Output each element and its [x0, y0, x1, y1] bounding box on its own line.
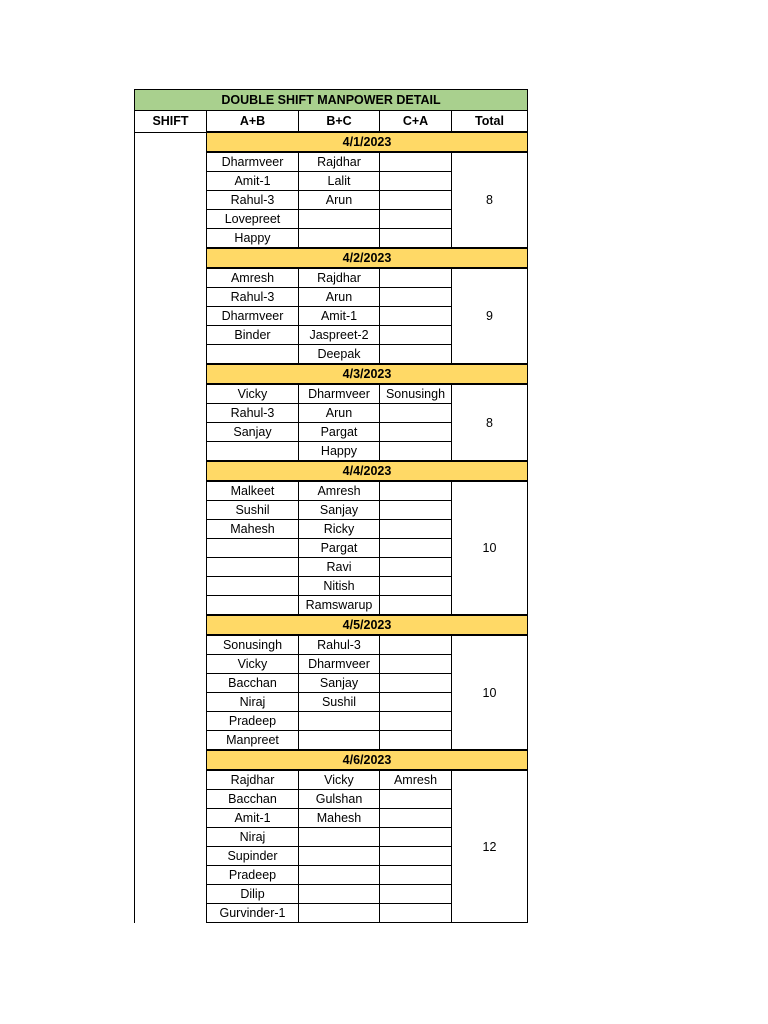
manpower-table	[134, 89, 528, 923]
cell-ca[interactable]	[380, 866, 452, 885]
cell-ca[interactable]	[380, 558, 452, 577]
cell-ab[interactable]: Pradeep	[207, 866, 299, 885]
cell-ca[interactable]	[380, 577, 452, 596]
cell-bc[interactable]: Happy	[299, 442, 380, 462]
cell-ab[interactable]: Niraj	[207, 693, 299, 712]
cell-ca[interactable]	[380, 481, 452, 501]
cell-ab[interactable]: Sonusingh	[207, 635, 299, 655]
cell-ca[interactable]	[380, 172, 452, 191]
cell-bc[interactable]: Vicky	[299, 770, 380, 790]
cell-bc[interactable]: Pargat	[299, 539, 380, 558]
cell-ab[interactable]: Amit-1	[207, 809, 299, 828]
cell-ab[interactable]: Rajdhar	[207, 770, 299, 790]
cell-ca[interactable]	[380, 326, 452, 345]
cell-bc[interactable]: Rahul-3	[299, 635, 380, 655]
cell-ab[interactable]: Rahul-3	[207, 288, 299, 307]
cell-ca[interactable]	[380, 655, 452, 674]
cell-ab[interactable]: Bacchan	[207, 790, 299, 809]
cell-ca[interactable]	[380, 288, 452, 307]
cell-ca[interactable]	[380, 501, 452, 520]
cell-bc[interactable]	[299, 866, 380, 885]
date-header[interactable]: 4/6/2023	[207, 750, 528, 770]
cell-bc[interactable]: Arun	[299, 191, 380, 210]
cell-ca[interactable]	[380, 191, 452, 210]
cell-ab[interactable]: Happy	[207, 229, 299, 249]
cell-ab[interactable]: Sushil	[207, 501, 299, 520]
cell-ab[interactable]: Binder	[207, 326, 299, 345]
cell-ab[interactable]: Dharmveer	[207, 307, 299, 326]
cell-bc[interactable]	[299, 712, 380, 731]
cell-ca[interactable]	[380, 268, 452, 288]
group-total[interactable]: 10	[452, 635, 528, 750]
cell-ab[interactable]: Rahul-3	[207, 191, 299, 210]
cell-bc[interactable]: Mahesh	[299, 809, 380, 828]
date-header[interactable]: 4/5/2023	[207, 615, 528, 635]
cell-bc[interactable]: Dharmveer	[299, 384, 380, 404]
cell-ab[interactable]	[207, 577, 299, 596]
cell-ca[interactable]	[380, 539, 452, 558]
cell-ab[interactable]: Malkeet	[207, 481, 299, 501]
cell-ab[interactable]: Mahesh	[207, 520, 299, 539]
cell-ab[interactable]	[207, 442, 299, 462]
cell-bc[interactable]	[299, 229, 380, 249]
cell-ca[interactable]	[380, 693, 452, 712]
cell-ab[interactable]	[207, 539, 299, 558]
header-bc[interactable]: B+C	[299, 111, 380, 133]
manpower-table-body	[135, 90, 528, 923]
cell-ab[interactable]: Lovepreet	[207, 210, 299, 229]
header-row	[135, 111, 528, 133]
cell-bc[interactable]	[299, 828, 380, 847]
cell-ca[interactable]	[380, 731, 452, 751]
cell-ca[interactable]	[380, 229, 452, 249]
cell-bc[interactable]: Sanjay	[299, 674, 380, 693]
cell-ab[interactable]	[207, 558, 299, 577]
cell-bc[interactable]	[299, 210, 380, 229]
cell-ab[interactable]: Dilip	[207, 885, 299, 904]
cell-ca[interactable]	[380, 809, 452, 828]
cell-ab[interactable]: Supinder	[207, 847, 299, 866]
cell-ca[interactable]	[380, 596, 452, 616]
cell-bc[interactable]: Arun	[299, 288, 380, 307]
cell-ca[interactable]	[380, 790, 452, 809]
cell-bc[interactable]: Gulshan	[299, 790, 380, 809]
cell-bc[interactable]: Rajdhar	[299, 152, 380, 172]
group-total[interactable]: 10	[452, 481, 528, 615]
cell-ab[interactable]: Amresh	[207, 268, 299, 288]
title-row	[135, 90, 528, 111]
cell-bc[interactable]: Nitish	[299, 577, 380, 596]
cell-bc[interactable]: Ramswarup	[299, 596, 380, 616]
cell-bc[interactable]: Ravi	[299, 558, 380, 577]
cell-ab[interactable]: Manpreet	[207, 731, 299, 751]
cell-ab[interactable]: Vicky	[207, 384, 299, 404]
cell-ca[interactable]	[380, 520, 452, 539]
cell-ab[interactable]: Dharmveer	[207, 152, 299, 172]
group-total[interactable]: 8	[452, 152, 528, 248]
cell-ca[interactable]	[380, 635, 452, 655]
cell-ca[interactable]	[380, 210, 452, 229]
header-shift[interactable]: SHIFT	[135, 111, 207, 133]
header-ab[interactable]: A+B	[207, 111, 299, 133]
cell-bc[interactable]	[299, 731, 380, 751]
group-total[interactable]: 8	[452, 384, 528, 461]
shift-column-cell[interactable]	[135, 132, 207, 923]
cell-ab[interactable]: Vicky	[207, 655, 299, 674]
cell-bc[interactable]	[299, 885, 380, 904]
cell-bc[interactable]: Amit-1	[299, 307, 380, 326]
date-header[interactable]: 4/1/2023	[207, 132, 528, 152]
cell-ca[interactable]	[380, 307, 452, 326]
cell-bc[interactable]: Jaspreet-2	[299, 326, 380, 345]
cell-ab[interactable]: Gurvinder-1	[207, 904, 299, 923]
date-header[interactable]: 4/3/2023	[207, 364, 528, 384]
cell-bc[interactable]: Ricky	[299, 520, 380, 539]
group-total[interactable]: 12	[452, 770, 528, 923]
cell-ca[interactable]: Sonusingh	[380, 384, 452, 404]
cell-bc[interactable]: Sushil	[299, 693, 380, 712]
cell-bc[interactable]	[299, 847, 380, 866]
cell-ab[interactable]	[207, 596, 299, 616]
date-row	[135, 132, 528, 152]
cell-ab[interactable]: Niraj	[207, 828, 299, 847]
cell-bc[interactable]: Sanjay	[299, 501, 380, 520]
cell-ca[interactable]	[380, 345, 452, 365]
cell-bc[interactable]: Dharmveer	[299, 655, 380, 674]
cell-ca[interactable]: Amresh	[380, 770, 452, 790]
sheet-title[interactable]: DOUBLE SHIFT MANPOWER DETAIL	[135, 90, 528, 111]
cell-ca[interactable]	[380, 904, 452, 923]
cell-bc[interactable]: Rajdhar	[299, 268, 380, 288]
header-ca[interactable]: C+A	[380, 111, 452, 133]
cell-bc[interactable]: Arun	[299, 404, 380, 423]
date-header[interactable]: 4/2/2023	[207, 248, 528, 268]
cell-ab[interactable]: Bacchan	[207, 674, 299, 693]
cell-ca[interactable]	[380, 674, 452, 693]
cell-ca[interactable]	[380, 712, 452, 731]
cell-ca[interactable]	[380, 847, 452, 866]
group-total[interactable]: 9	[452, 268, 528, 364]
cell-bc[interactable]: Amresh	[299, 481, 380, 501]
cell-ca[interactable]	[380, 152, 452, 172]
cell-ab[interactable]: Rahul-3	[207, 404, 299, 423]
cell-ab[interactable]	[207, 345, 299, 365]
cell-ca[interactable]	[380, 423, 452, 442]
cell-bc[interactable]: Deepak	[299, 345, 380, 365]
cell-bc[interactable]: Lalit	[299, 172, 380, 191]
header-total[interactable]: Total	[452, 111, 528, 133]
cell-bc[interactable]: Pargat	[299, 423, 380, 442]
cell-bc[interactable]	[299, 904, 380, 923]
cell-ab[interactable]: Amit-1	[207, 172, 299, 191]
cell-ab[interactable]: Pradeep	[207, 712, 299, 731]
cell-ab[interactable]: Sanjay	[207, 423, 299, 442]
cell-ca[interactable]	[380, 442, 452, 462]
cell-ca[interactable]	[380, 404, 452, 423]
cell-ca[interactable]	[380, 828, 452, 847]
date-header[interactable]: 4/4/2023	[207, 461, 528, 481]
cell-ca[interactable]	[380, 885, 452, 904]
